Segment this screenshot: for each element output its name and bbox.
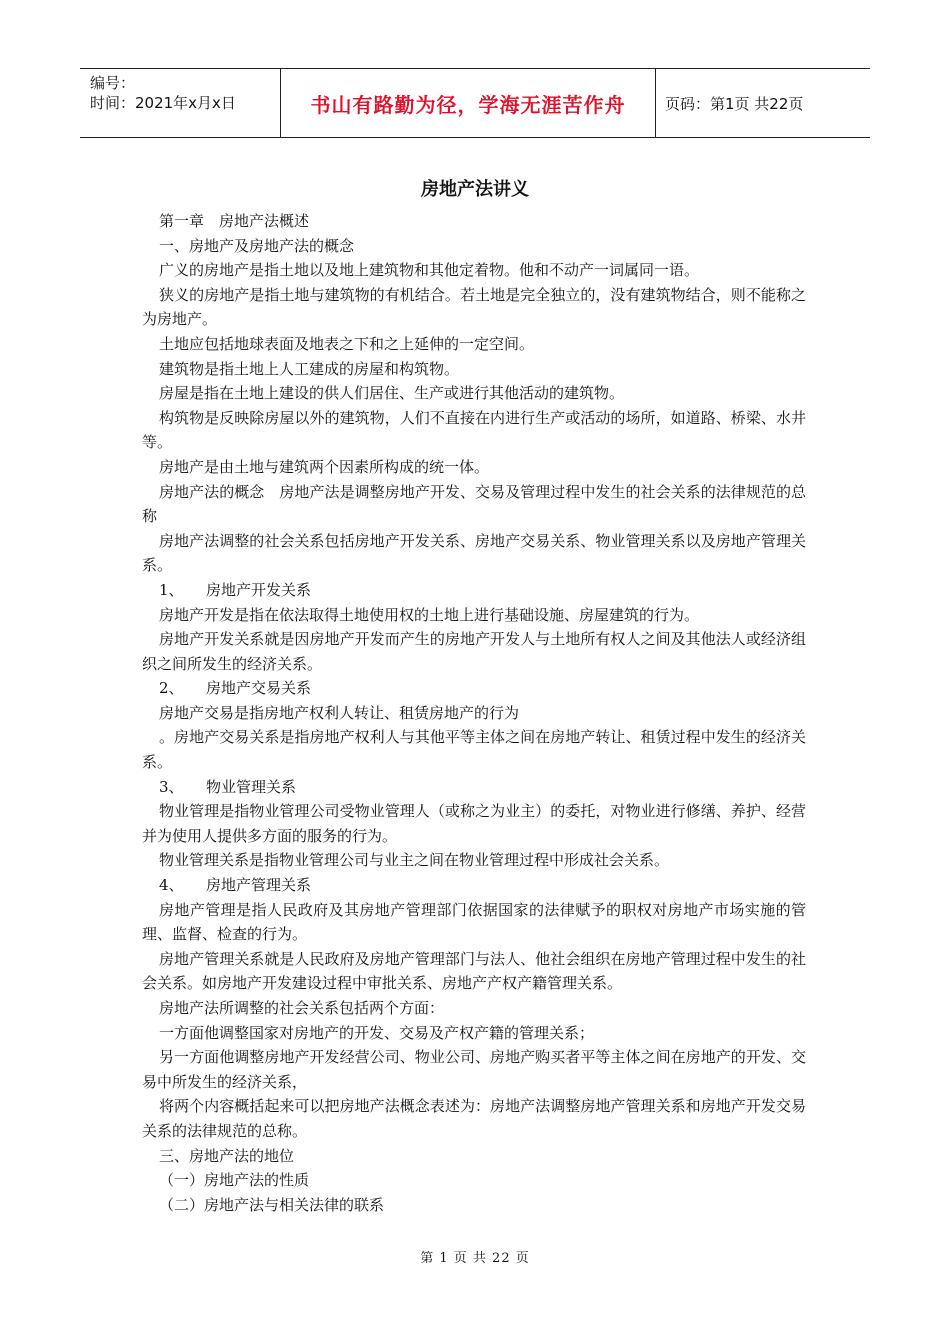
- page-header: [80, 68, 870, 138]
- paragraph: 房地产开发是指在依法取得土地使用权的土地上进行基础设施、房屋建筑的行为。: [159, 605, 700, 624]
- paragraph: 将两个内容概括起来可以把房地产法概念表述为：房地产法调整房地产管理关系和房地产开发交易关系的法律规范的总称。: [142, 1097, 806, 1140]
- paragraph: 房地产管理是指人民政府及其房地产管理部门依据国家的法律赋予的职权对房地产市场实施的管理、监督、检查的行为。: [142, 900, 806, 944]
- paragraph: 构筑物是反映除房屋以外的建筑物，人们不直接在内进行生产或活动的场所，如道路、桥梁、水井等。: [142, 408, 806, 452]
- paragraph: 另一方面他调整房地产开发经营公司、物业公司、房地产购买者平等主体之间在房地产的开发、交易中所发生的经济关系，: [142, 1048, 806, 1091]
- paragraph: 土地应包括地球表面及地表之下和之上延伸的一定空间。: [159, 334, 535, 353]
- document-title: 房地产法讲义: [421, 179, 529, 200]
- paragraph: 物业管理是指物业管理公司受物业管理人（或称之为业主）的委托，对物业进行修缮、养护、经营并为使用人提供多方面的服务的行为。: [142, 802, 806, 845]
- paragraph: 第一章 房地产法概述: [159, 212, 310, 230]
- time-label: 时间：2021年x月x日: [90, 94, 236, 112]
- paragraph: 房地产是由土地与建筑两个因素所构成的统一体。: [159, 457, 490, 476]
- paragraph: （二）房地产法与相关法律的联系: [159, 1195, 385, 1214]
- paragraph: 物业管理关系是指物业管理公司与业主之间在物业管理过程中形成社会关系。: [159, 851, 670, 870]
- paragraph: 3、 物业管理关系: [159, 777, 297, 796]
- paragraph: 房地产法所调整的社会关系包括两个方面：: [159, 999, 445, 1017]
- paragraph: 狭义的房地产是指土地与建筑物的有机结合。若土地是完全独立的，没有建筑物结合，则不能称之为房地产。: [142, 285, 806, 329]
- number-label: 编号：: [90, 74, 136, 92]
- paragraph: 房地产交易是指房地产权利人转让、租赁房地产的行为: [159, 703, 520, 722]
- page-footer: 第 1 页 共 22 页: [420, 1251, 530, 1266]
- paragraph: 1、 房地产开发关系: [159, 580, 312, 599]
- paragraph: 房屋是指在土地上建设的供人们居住、生产或进行其他活动的建筑物。: [159, 384, 625, 403]
- paragraph: 建筑物是指土地上人工建成的房屋和构筑物。: [159, 359, 460, 378]
- paragraph: 广义的房地产是指土地以及地上建筑物和其他定着物。他和不动产一词属同一语。: [159, 261, 700, 280]
- paragraph: 房地产开发关系就是因房地产开发而产生的房地产开发人与土地所有权人之间及其他法人或经济组织之间所发生的经济关系。: [142, 630, 806, 673]
- paragraph: 房地产法调整的社会关系包括房地产开发关系、房地产交易关系、物业管理关系以及房地产管理关系。: [142, 531, 806, 575]
- paragraph: 。房地产交易关系是指房地产权利人与其他平等主体之间在房地产转让、租赁过程中发生的经济关系。: [142, 728, 806, 772]
- paragraph: 房地产法的概念 房地产法是调整房地产开发、交易及管理过程中发生的社会关系的法律规范的总称: [142, 482, 806, 526]
- paragraph: 房地产管理关系就是人民政府及房地产管理部门与法人、他社会组织在房地产管理过程中发生的社会关系。如房地产开发建设过程中审批关系、房地产产权产籍管理关系。: [142, 949, 806, 993]
- header-page-info: 页码：第1页 共22页: [665, 94, 804, 113]
- paragraph: 一、房地产及房地产法的概念: [159, 236, 355, 255]
- header-meta: [80, 69, 281, 137]
- paragraph: 三、房地产法的地位: [159, 1146, 295, 1165]
- paragraph: 2、 房地产交易关系: [159, 679, 312, 698]
- paragraph: 4、 房地产管理关系: [159, 876, 312, 895]
- document-body: [142, 209, 806, 1217]
- paragraph: （一）房地产法的性质: [159, 1171, 310, 1190]
- paragraph: 一方面他调整国家对房地产的开发、交易及产权产籍的管理关系；: [159, 1023, 595, 1042]
- header-motto: 书山有路勤为径，学海无涯苦作舟: [281, 69, 656, 137]
